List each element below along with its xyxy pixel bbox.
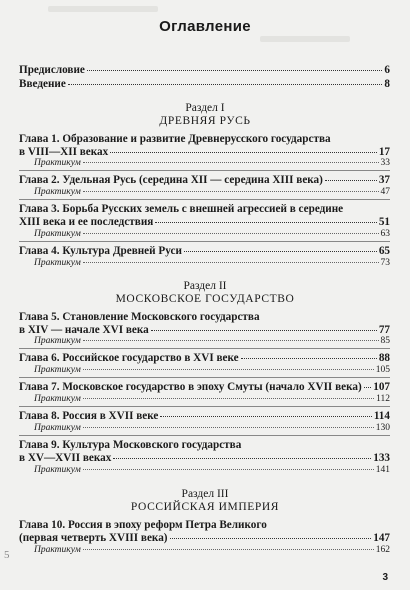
practicum-page: 85 — [380, 336, 390, 346]
leader-dots — [170, 538, 372, 539]
section-name: РОССИЙСКАЯ ИМПЕРИЯ — [130, 501, 280, 513]
entry-page: 65 — [378, 245, 390, 257]
practicum-label: Практикум — [34, 258, 81, 268]
section-heading — [0, 488, 410, 514]
toc-entry-chapter-1[interactable] — [19, 133, 390, 159]
toc-practicum-7[interactable] — [34, 394, 390, 405]
practicum-page: 162 — [375, 545, 390, 555]
leader-dots — [83, 191, 379, 192]
toc-entry-chapter-4[interactable] — [19, 245, 390, 258]
section-number: Раздел III — [181, 488, 229, 500]
entry-label: Глава 6. Российское государство в XVI веке — [19, 352, 239, 364]
practicum-label: Практикум — [34, 229, 81, 239]
entry-label-line2: XIII века и ее последствия — [19, 216, 154, 228]
toc-practicum-8[interactable] — [34, 423, 390, 434]
leader-dots — [241, 358, 377, 359]
entry-label-line1: Глава 10. Россия в эпоху реформ Петра Великого — [19, 519, 267, 531]
toc-practicum-2[interactable] — [34, 187, 390, 198]
entry-page: 77 — [378, 324, 390, 336]
entry-label-line2: в XIV — начале XVI века — [19, 324, 149, 336]
entry-label-line2: (первая четверть XVIII века) — [19, 532, 168, 544]
section-name: МОСКОВСКОЕ ГОСУДАРСТВО — [115, 293, 295, 305]
entry-label-line2: в XV—XVII веках — [19, 452, 112, 464]
leader-dots — [151, 330, 377, 331]
practicum-label: Практикум — [34, 187, 81, 197]
entry-label: Глава 8. Россия в XVII веке — [19, 410, 159, 422]
practicum-page: 130 — [375, 423, 390, 433]
practicum-page: 33 — [380, 158, 390, 168]
bleed-through — [48, 6, 158, 12]
practicum-label: Практикум — [34, 465, 81, 475]
leader-dots — [68, 84, 383, 85]
practicum-label: Практикум — [34, 423, 81, 433]
divider — [19, 406, 390, 407]
toc-practicum-1[interactable] — [34, 158, 390, 169]
leader-dots — [87, 70, 383, 71]
divider — [19, 241, 390, 242]
entry-page: 107 — [373, 381, 390, 393]
entry-page: 6 — [384, 64, 390, 76]
toc-entry-chapter-6[interactable] — [19, 352, 390, 365]
section-heading — [0, 280, 410, 306]
toc-entry-introduction[interactable] — [19, 78, 390, 91]
entry-label: Глава 7. Московское государство в эпоху Смуты (начало XVII века) — [19, 381, 362, 393]
toc-entry-chapter-8[interactable] — [19, 410, 390, 423]
toc-entry-chapter-7[interactable] — [19, 381, 390, 394]
divider — [19, 377, 390, 378]
leader-dots — [83, 398, 374, 399]
entry-label: Введение — [19, 78, 66, 90]
practicum-page: 73 — [380, 258, 390, 268]
leader-dots — [83, 549, 374, 550]
leader-dots — [155, 222, 376, 223]
section-number: Раздел II — [183, 280, 227, 292]
practicum-label: Практикум — [34, 545, 81, 555]
toc-practicum-4[interactable] — [34, 258, 390, 269]
leader-dots — [83, 262, 379, 263]
leader-dots — [325, 180, 377, 181]
leader-dots — [83, 427, 374, 428]
entry-page: 114 — [373, 410, 390, 422]
divider — [19, 435, 390, 436]
leader-dots — [83, 162, 379, 163]
divider — [19, 348, 390, 349]
leader-dots — [110, 152, 377, 153]
leader-dots — [364, 387, 372, 388]
entry-label: Предисловие — [19, 64, 85, 76]
bleed-through — [260, 36, 350, 42]
section-name: ДРЕВНЯЯ РУСЬ — [159, 115, 251, 127]
entry-label-line1: Глава 9. Культура Московского государства — [19, 439, 242, 451]
entry-label-line1: Глава 3. Борьба Русских земель с внешней агрессией в середине — [19, 203, 344, 215]
entry-page: 88 — [378, 352, 390, 364]
practicum-label: Практикум — [34, 365, 81, 375]
practicum-label: Практикум — [34, 394, 81, 404]
entry-page: 51 — [378, 216, 390, 228]
toc-entry-chapter-3[interactable] — [19, 203, 390, 229]
page-title: Оглавление — [159, 18, 251, 35]
leader-dots — [184, 251, 377, 252]
leader-dots — [83, 233, 379, 234]
toc-practicum-9[interactable] — [34, 465, 390, 476]
leader-dots — [160, 416, 371, 417]
practicum-page: 112 — [376, 394, 390, 404]
toc-practicum-6[interactable] — [34, 365, 390, 376]
toc-practicum-5[interactable] — [34, 336, 390, 347]
divider — [19, 170, 390, 171]
entry-label: Глава 4. Культура Древней Руси — [19, 245, 182, 257]
divider — [19, 199, 390, 200]
practicum-page: 63 — [380, 229, 390, 239]
entry-page: 17 — [378, 146, 390, 158]
leader-dots — [83, 469, 374, 470]
section-heading — [0, 102, 410, 128]
practicum-label: Практикум — [34, 158, 81, 168]
practicum-page: 141 — [375, 465, 390, 475]
leader-dots — [113, 458, 371, 459]
margin-mark: 5 — [4, 549, 10, 561]
entry-page: 37 — [378, 174, 390, 186]
toc-entry-preface[interactable] — [19, 64, 390, 77]
entry-label-line2: в VIII—XII веках — [19, 146, 109, 158]
toc-practicum-10[interactable] — [34, 545, 390, 556]
entry-page: 133 — [373, 452, 390, 464]
toc-entry-chapter-10[interactable] — [19, 519, 390, 545]
entry-label: Глава 2. Удельная Русь (середина XII — середина XIII века) — [19, 174, 323, 186]
practicum-page: 47 — [380, 187, 390, 197]
entry-label-line1: Глава 1. Образование и развитие Древнерусского государства — [19, 133, 331, 145]
toc-entry-chapter-9[interactable] — [19, 439, 390, 465]
leader-dots — [83, 369, 374, 370]
entry-page: 8 — [384, 78, 390, 90]
page-number: 3 — [382, 572, 388, 583]
toc-entry-chapter-5[interactable] — [19, 311, 390, 337]
practicum-page: 105 — [375, 365, 390, 375]
toc-entry-chapter-2[interactable] — [19, 174, 390, 187]
practicum-label: Практикум — [34, 336, 81, 346]
toc-practicum-3[interactable] — [34, 229, 390, 240]
leader-dots — [83, 340, 379, 341]
section-number: Раздел I — [185, 102, 225, 114]
entry-label-line1: Глава 5. Становление Московского государства — [19, 311, 260, 323]
entry-page: 147 — [373, 532, 390, 544]
